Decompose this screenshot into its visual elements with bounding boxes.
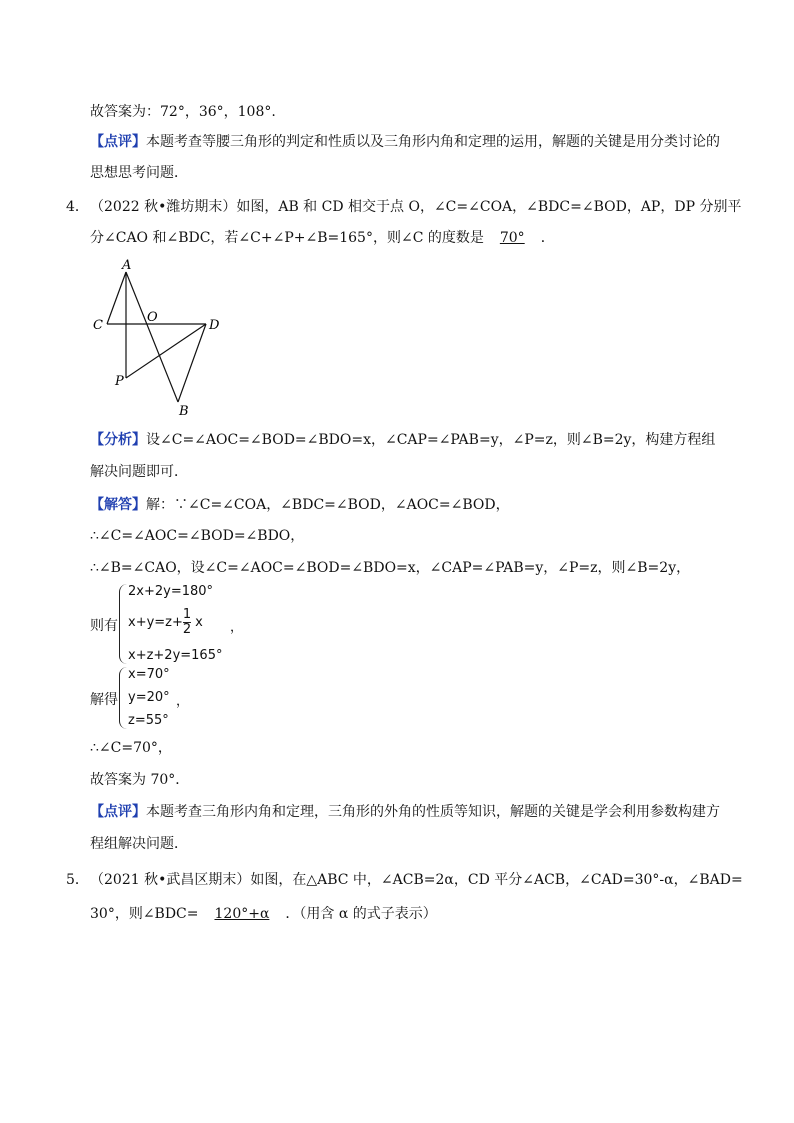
question-4-comment-line-1 <box>90 802 720 822</box>
label-c: C <box>93 318 103 333</box>
then-label: 则有 <box>90 618 118 634</box>
comment-tag: 【点评】 <box>90 804 146 820</box>
label-a: A <box>122 258 132 273</box>
comment-text: 本题考查三角形内角和定理，三角形的外角的性质等知识，解题的关键是学会利用参数构建方 <box>146 804 720 820</box>
equation-1: 2x+2y=180° <box>128 584 214 599</box>
segment-pd <box>126 324 206 378</box>
question-5-stem-line-1: （2021 秋•武昌区期末）如图，在△ABC 中，∠ACB=2α，CD 平分∠ACB，∠CAD=30°-α，∠BAD= <box>90 872 743 888</box>
equation-2-left: x+y=z+ <box>128 615 183 630</box>
comment-text: 本题考查等腰三角形的判定和性质以及三角形内角和定理的运用，解题的关键是用分类讨论的 <box>146 134 720 150</box>
question-5-number: 5． <box>66 872 89 888</box>
equation-2 <box>128 608 203 637</box>
question-4-number: 4． <box>66 199 89 215</box>
solution-brace <box>119 667 128 729</box>
question-5-stem-line-2 <box>90 904 437 924</box>
label-o: O <box>147 310 158 325</box>
comment-tag: 【点评】 <box>90 134 146 150</box>
previous-comment-line-2: 思想思考问题． <box>90 165 188 181</box>
equation-2-right: x <box>195 615 203 630</box>
equation-3: x+z+2y=165° <box>128 648 223 663</box>
previous-comment-line-1 <box>90 132 720 152</box>
question-4-answer-blank: 70° <box>499 230 525 246</box>
question-4-stem-line-1: （2022 秋•潍坊期末）如图，AB 和 CD 相交于点 O，∠C=∠COA，∠BDC=∠BOD，AP，DP 分别平 <box>90 199 742 215</box>
question-4-solution-line-1 <box>90 495 510 515</box>
question-5-stem-end: ．（用含 α 的式子表示） <box>285 906 437 922</box>
final-answer-line: 故答案为 70°． <box>90 772 190 788</box>
segment-db <box>178 324 206 402</box>
equation-comma: ， <box>230 620 244 635</box>
fraction-denominator: 2 <box>182 622 192 637</box>
previous-answer-line: 故答案为：72°，36°，108°. <box>90 104 276 120</box>
question-4-analysis-line-2: 解决问题即可． <box>90 464 188 480</box>
solution-tag: 【解答】 <box>90 497 146 513</box>
solution-z: z=55° <box>128 713 169 728</box>
question-5-answer-blank: 120°+α <box>214 906 270 922</box>
question-4-comment-line-2: 程组解决问题． <box>90 836 188 852</box>
question-4-solution-line-2: ∴∠C=∠AOC=∠BOD=∠BDO， <box>90 528 305 544</box>
solution-y: y=20° <box>128 690 170 705</box>
analysis-tag: 【分析】 <box>90 432 146 448</box>
question-4-solution-line-3: ∴∠B=∠CAO，设∠C=∠AOC=∠BOD=∠BDO=x，∠CAP=∠PAB=y，∠P=z，则∠B=2y， <box>90 560 691 576</box>
solution-comma: ， <box>176 694 190 709</box>
label-b: B <box>179 404 189 419</box>
segment-ac <box>107 272 126 324</box>
segment-ab <box>126 272 178 402</box>
question-4-stem-end: ． <box>540 230 555 246</box>
label-p: P <box>115 374 124 389</box>
question-4-figure <box>85 255 230 425</box>
analysis-text: 设∠C=∠AOC=∠BOD=∠BDO=x，∠CAP=∠PAB=y，∠P=z，则∠B=2y，构建方程组 <box>146 432 716 448</box>
question-5-stem-text: 30°，则∠BDC= <box>90 906 199 922</box>
therefore-line: ∴∠C=70°， <box>90 740 172 756</box>
question-4-stem-line-2 <box>90 228 555 248</box>
solve-label: 解得 <box>90 692 118 708</box>
equation-brace <box>119 584 128 664</box>
label-d: D <box>209 318 220 333</box>
question-4-stem-text: 分∠CAO 和∠BDC，若∠C+∠P+∠B=165°，则∠C 的度数是 <box>90 230 484 246</box>
fraction-one-half <box>183 608 191 637</box>
solution-x: x=70° <box>128 667 170 682</box>
question-4-analysis-line-1 <box>90 430 715 450</box>
solution-text: 解：∵∠C=∠COA，∠BDC=∠BOD，∠AOC=∠BOD， <box>146 497 510 513</box>
fraction-numerator: 1 <box>182 607 192 622</box>
